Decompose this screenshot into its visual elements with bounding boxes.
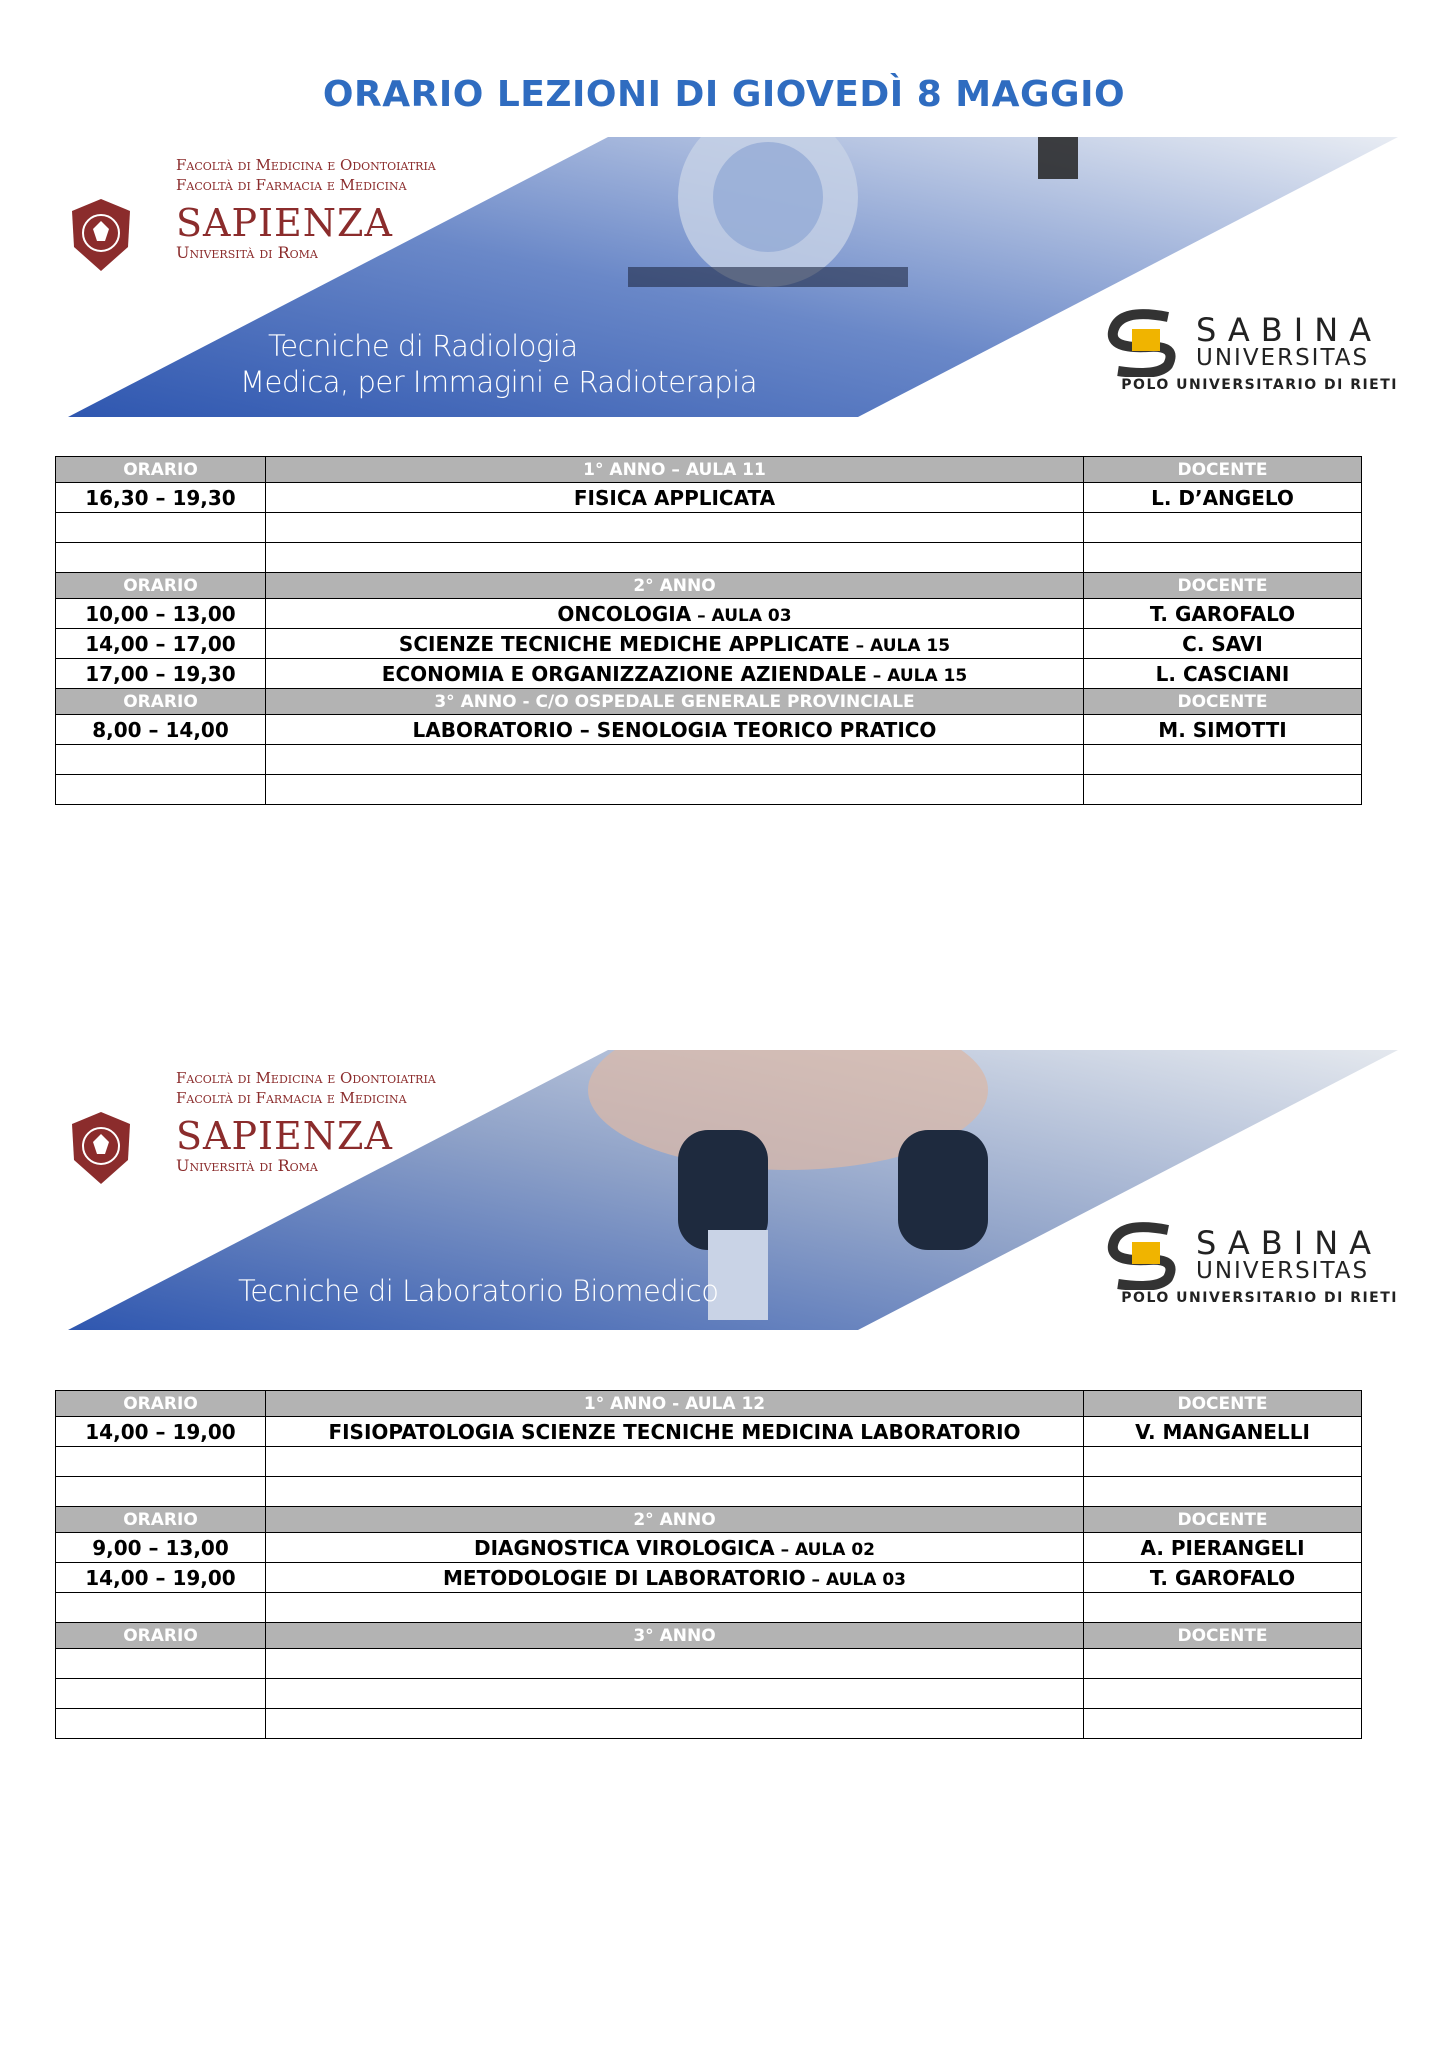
- table-row: [56, 1593, 1362, 1623]
- cell-teacher: C. SAVI: [1084, 629, 1362, 659]
- cell-teacher: M. SIMOTTI: [1084, 715, 1362, 745]
- course-room: – AULA 02: [774, 1539, 875, 1560]
- header-year: 3° ANNO: [266, 1623, 1084, 1649]
- cell-teacher: [1084, 1477, 1362, 1507]
- table-row: [56, 659, 1362, 689]
- course-title-line-1: Tecniche di Radiologia: [268, 329, 578, 363]
- header-orario: ORARIO: [56, 1623, 266, 1649]
- cell-time: 8,00 – 14,00: [56, 715, 266, 745]
- table-header-row: [56, 457, 1362, 483]
- cell-time: [56, 745, 266, 775]
- cell-course: [266, 1563, 1084, 1593]
- faculty-line-1: Facoltà di Medicina e Odontoiatria: [176, 1069, 436, 1087]
- cell-teacher: [1084, 1709, 1362, 1739]
- cell-time: [56, 775, 266, 805]
- cell-course: [266, 659, 1084, 689]
- course-name: DIAGNOSTICA VIROLOGICA: [474, 1535, 775, 1560]
- course-room: – AULA 03: [805, 1569, 906, 1590]
- cell-time: [56, 1477, 266, 1507]
- partner-sub: UNIVERSITAS: [1196, 1258, 1370, 1284]
- cell-course: [266, 513, 1084, 543]
- cell-time: 10,00 – 13,00: [56, 599, 266, 629]
- faculty-line-2: Facoltà di Farmacia e Medicina: [176, 176, 407, 194]
- header-orario: ORARIO: [56, 1507, 266, 1533]
- course-name: SCIENZE TECNICHE MEDICHE APPLICATE: [398, 631, 850, 656]
- table-row: [56, 483, 1362, 513]
- table-header-row: [56, 1507, 1362, 1533]
- cell-teacher: [1084, 1649, 1362, 1679]
- cell-course: [266, 629, 1084, 659]
- cell-course: [266, 1593, 1084, 1623]
- cell-time: 9,00 – 13,00: [56, 1533, 266, 1563]
- cell-teacher: L. D’ANGELO: [1084, 483, 1362, 513]
- cell-time: 17,00 – 19,30: [56, 659, 266, 689]
- cell-teacher: [1084, 745, 1362, 775]
- cell-teacher: [1084, 543, 1362, 573]
- cell-course: [266, 1477, 1084, 1507]
- cell-teacher: T. GAROFALO: [1084, 1563, 1362, 1593]
- cell-teacher: V. MANGANELLI: [1084, 1417, 1362, 1447]
- cell-time: [56, 1649, 266, 1679]
- course-name: FISICA APPLICATA: [573, 485, 776, 510]
- cell-teacher: T. GAROFALO: [1084, 599, 1362, 629]
- sabina-logo-icon: [1098, 1220, 1188, 1290]
- header-orario: ORARIO: [56, 457, 266, 483]
- table-row: [56, 1679, 1362, 1709]
- course-name: METODOLOGIE DI LABORATORIO: [443, 1565, 806, 1590]
- university-sub: Università di Roma: [176, 1156, 318, 1175]
- cell-course: [266, 1679, 1084, 1709]
- table-row: [56, 1649, 1362, 1679]
- cell-teacher: L. CASCIANI: [1084, 659, 1362, 689]
- university-name: SAPIENZA: [176, 201, 393, 245]
- cell-time: 14,00 – 19,00: [56, 1417, 266, 1447]
- table-row: [56, 1709, 1362, 1739]
- table-row: [56, 775, 1362, 805]
- faculty-line-2: Facoltà di Farmacia e Medicina: [176, 1089, 407, 1107]
- cell-teacher: A. PIERANGELI: [1084, 1533, 1362, 1563]
- header-docente: DOCENTE: [1084, 1507, 1362, 1533]
- schedule-table-radiologia: [55, 456, 1362, 805]
- course-title-line-1: Tecniche di Laboratorio Biomedico: [238, 1274, 719, 1308]
- header-docente: DOCENTE: [1084, 689, 1362, 715]
- header-orario: ORARIO: [56, 573, 266, 599]
- table-header-row: [56, 689, 1362, 715]
- table-row: [56, 715, 1362, 745]
- cell-course: [266, 715, 1084, 745]
- cell-time: [56, 513, 266, 543]
- course-name: FISIOPATOLOGIA SCIENZE TECNICHE MEDICINA LABORATORIO: [328, 1419, 1021, 1444]
- cell-course: [266, 775, 1084, 805]
- table-row: [56, 543, 1362, 573]
- cell-time: [56, 1679, 266, 1709]
- course-room: – AULA 15: [849, 635, 951, 656]
- course-room: – AULA 03: [691, 605, 792, 626]
- cell-teacher: [1084, 1447, 1362, 1477]
- partner-tagline: POLO UNIVERSITARIO DI RIETI: [1121, 377, 1398, 393]
- table-row: [56, 1533, 1362, 1563]
- partner-sub: UNIVERSITAS: [1196, 345, 1370, 371]
- header-year: 1° ANNO – AULA 11: [266, 457, 1084, 483]
- cell-course: [266, 1649, 1084, 1679]
- table-row: [56, 745, 1362, 775]
- cell-course: [266, 543, 1084, 573]
- banner-laboratorio: [68, 1050, 1398, 1332]
- course-room: – AULA 15: [866, 665, 968, 686]
- sapienza-seal-icon: [68, 197, 134, 271]
- cell-course: [266, 1533, 1084, 1563]
- cell-time: [56, 1447, 266, 1477]
- table-row: [56, 1477, 1362, 1507]
- header-orario: ORARIO: [56, 1391, 266, 1417]
- table-row: [56, 1447, 1362, 1477]
- cell-teacher: [1084, 1593, 1362, 1623]
- cell-course: [266, 483, 1084, 513]
- partner-tagline: POLO UNIVERSITARIO DI RIETI: [1121, 1290, 1398, 1306]
- cell-time: [56, 1593, 266, 1623]
- table-header-row: [56, 573, 1362, 599]
- header-orario: ORARIO: [56, 689, 266, 715]
- table-row: [56, 513, 1362, 543]
- course-title-line-2: Medica, per Immagini e Radioterapia: [240, 365, 758, 399]
- cell-course: [266, 1709, 1084, 1739]
- faculty-line-1: Facoltà di Medicina e Odontoiatria: [176, 156, 436, 174]
- university-sub: Università di Roma: [176, 243, 318, 262]
- cell-course: [266, 745, 1084, 775]
- partner-name: SABINA: [1196, 311, 1383, 349]
- course-name: ONCOLOGIA: [557, 601, 692, 626]
- table-row: [56, 599, 1362, 629]
- table-header-row: [56, 1623, 1362, 1649]
- banner-radiologia: [68, 137, 1398, 419]
- cell-time: [56, 1709, 266, 1739]
- cell-time: [56, 543, 266, 573]
- header-docente: DOCENTE: [1084, 1391, 1362, 1417]
- sabina-universitas-logo: [1098, 1220, 1398, 1300]
- cell-time: 14,00 – 17,00: [56, 629, 266, 659]
- header-docente: DOCENTE: [1084, 1623, 1362, 1649]
- cell-time: 16,30 – 19,30: [56, 483, 266, 513]
- header-year: 3° ANNO - C/O OSPEDALE GENERALE PROVINCIALE: [266, 689, 1084, 715]
- table-row: [56, 1563, 1362, 1593]
- header-docente: DOCENTE: [1084, 457, 1362, 483]
- sabina-universitas-logo: [1098, 307, 1398, 387]
- cell-time: 14,00 – 19,00: [56, 1563, 266, 1593]
- course-name: LABORATORIO – SENOLOGIA TEORICO PRATICO: [412, 717, 937, 742]
- sabina-logo-icon: [1098, 307, 1188, 377]
- header-docente: DOCENTE: [1084, 573, 1362, 599]
- header-year: 1° ANNO - AULA 12: [266, 1391, 1084, 1417]
- course-name: ECONOMIA E ORGANIZZAZIONE AZIENDALE: [381, 661, 867, 686]
- page-title: ORARIO LEZIONI DI GIOVEDÌ 8 MAGGIO: [322, 74, 1126, 115]
- schedule-table-laboratorio: [55, 1390, 1362, 1739]
- cell-teacher: [1084, 513, 1362, 543]
- cell-course: [266, 1417, 1084, 1447]
- cell-teacher: [1084, 1679, 1362, 1709]
- university-name: SAPIENZA: [176, 1114, 393, 1158]
- sapienza-seal-icon: [68, 1110, 134, 1184]
- cell-course: [266, 1447, 1084, 1477]
- header-year: 2° ANNO: [266, 573, 1084, 599]
- cell-teacher: [1084, 775, 1362, 805]
- cell-course: [266, 599, 1084, 629]
- table-header-row: [56, 1391, 1362, 1417]
- table-row: [56, 1417, 1362, 1447]
- header-year: 2° ANNO: [266, 1507, 1084, 1533]
- table-row: [56, 629, 1362, 659]
- partner-name: SABINA: [1196, 1224, 1383, 1262]
